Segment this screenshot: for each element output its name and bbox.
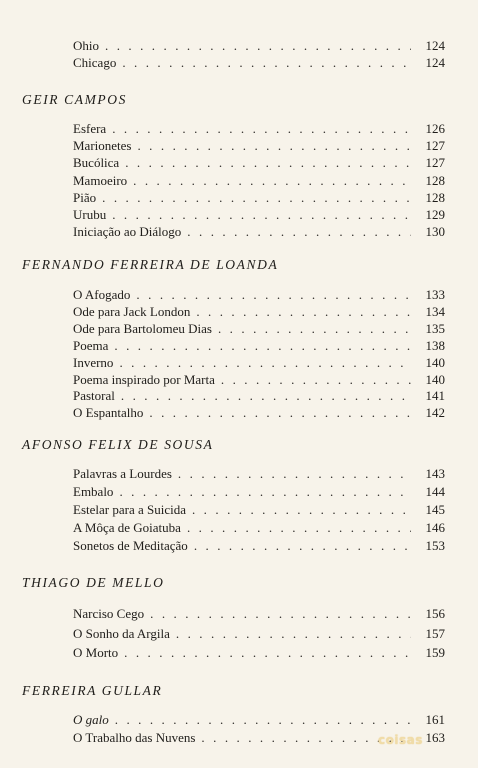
entry-title: Pião (73, 189, 97, 205)
entry-page-number: 124 (425, 38, 445, 53)
toc-entry (73, 137, 445, 154)
dot-leader (187, 223, 411, 240)
toc-entry (73, 154, 445, 171)
toc-entry (73, 189, 445, 206)
entry-title: A Môça de Goiatuba (73, 520, 181, 535)
dot-leader (201, 729, 411, 746)
entry-title: O galo (73, 712, 109, 727)
entry-title: Iniciação ao Diálogo (73, 224, 182, 240)
entry-page-number: 128 (425, 189, 445, 205)
dot-leader (150, 605, 411, 622)
dot-leader (105, 37, 411, 54)
toc-entry (73, 644, 445, 661)
author-heading: AFONSO FELIX DE SOUSA (22, 437, 214, 452)
toc-entry (73, 537, 445, 554)
entry-page-number: 126 (425, 121, 445, 136)
entry-page-number: 133 (425, 287, 445, 302)
dot-leader (102, 189, 411, 206)
toc-entry (73, 371, 445, 388)
entry-page-number: 138 (425, 337, 445, 353)
toc-entry (73, 337, 445, 354)
entry-title: Chicago (73, 55, 117, 70)
entry-title: O Espantalho (73, 405, 144, 421)
entry-page-number: 145 (425, 502, 445, 517)
dot-leader (187, 519, 411, 536)
entry-title: Palavras a Lourdes (73, 466, 172, 481)
toc-entry (73, 206, 445, 223)
entry-page-number: 127 (425, 155, 445, 171)
entry-page-number: 153 (425, 538, 445, 553)
entry-title: Pastoral (73, 388, 115, 404)
dot-leader (136, 286, 411, 303)
entry-title: Embalo (73, 484, 114, 499)
dot-leader (178, 465, 411, 482)
dot-leader (192, 501, 411, 518)
entry-page-number: 127 (425, 138, 445, 154)
toc-entry (73, 303, 445, 320)
entry-page-number: 141 (425, 388, 445, 404)
entry-title: O Sonho da Argila (73, 625, 170, 641)
entry-title: Bucólica (73, 155, 120, 171)
entry-page-number: 159 (425, 645, 445, 660)
entry-title: O Trabalho das Nuvens (73, 730, 196, 745)
toc-entry (73, 519, 445, 536)
dot-leader (221, 371, 411, 388)
entry-title: Ohio (73, 38, 99, 53)
toc-entry (73, 625, 445, 642)
entry-page-number: 156 (425, 606, 445, 621)
entry-title: Esfera (73, 121, 107, 136)
entry-title: Sonetos de Meditação (73, 538, 188, 553)
entry-title: Urubu (73, 207, 107, 222)
entry-page-number: 157 (425, 625, 445, 641)
author-heading: THIAGO DE MELLO (22, 575, 165, 590)
dot-leader (196, 303, 411, 320)
entry-page-number: 134 (425, 303, 445, 319)
entry-page-number: 128 (425, 172, 445, 188)
entry-title: O Afogado (73, 287, 131, 302)
dot-leader (122, 54, 411, 71)
dot-leader (194, 537, 411, 554)
entry-title: Mamoeiro (73, 172, 128, 188)
entry-page-number: 144 (425, 484, 445, 499)
toc-entry (73, 729, 445, 746)
dot-leader (133, 172, 411, 189)
dot-leader (119, 354, 411, 371)
entry-page-number: 140 (425, 354, 445, 370)
toc-entry (73, 605, 445, 622)
toc-entry (73, 465, 445, 482)
entry-title: Marionetes (73, 138, 132, 154)
entry-page-number: 124 (425, 55, 445, 70)
entry-title: Narciso Cego (73, 606, 145, 621)
dot-leader (114, 337, 411, 354)
author-heading: FERNANDO FERREIRA DE LOANDA (22, 257, 279, 272)
dot-leader (125, 154, 411, 171)
dot-leader (119, 483, 411, 500)
entry-title: Estelar para a Suicida (73, 502, 186, 517)
watermark-logo: coisas (378, 733, 423, 747)
dot-leader (149, 404, 411, 421)
toc-entry (73, 354, 445, 371)
toc-entry (73, 223, 445, 240)
entry-page-number: 143 (425, 466, 445, 481)
entry-title: Ode para Jack London (73, 303, 191, 319)
dot-leader (121, 387, 411, 404)
dot-leader (176, 625, 411, 642)
toc-entry (73, 387, 445, 404)
entry-page-number: 140 (425, 371, 445, 387)
toc-entry (73, 711, 445, 728)
author-heading: FERREIRA GULLAR (22, 683, 163, 698)
toc-entry (73, 404, 445, 421)
entry-page-number: 161 (425, 712, 445, 727)
dot-leader (218, 320, 411, 337)
entry-page-number: 163 (425, 730, 445, 745)
dot-leader (115, 711, 411, 728)
entry-page-number: 135 (425, 320, 445, 336)
toc-entry (73, 501, 445, 518)
toc-entry (73, 483, 445, 500)
entry-title: O Morto (73, 645, 119, 660)
entry-page-number: 146 (425, 520, 445, 535)
toc-entry (73, 37, 445, 54)
entry-page-number: 129 (425, 207, 445, 222)
entry-title: Poema (73, 337, 109, 353)
dot-leader (137, 137, 411, 154)
toc-entry (73, 172, 445, 189)
dot-leader (112, 206, 411, 223)
entry-title: Poema inspirado por Marta (73, 371, 215, 387)
toc-entry (73, 286, 445, 303)
dot-leader (112, 120, 411, 137)
toc-entry (73, 120, 445, 137)
toc-entry (73, 54, 445, 71)
entry-title: Ode para Bartolomeu Dias (73, 320, 212, 336)
toc-entry (73, 320, 445, 337)
entry-page-number: 142 (425, 405, 445, 421)
author-heading: GEIR CAMPOS (22, 92, 127, 107)
entry-page-number: 130 (425, 224, 445, 240)
dot-leader (124, 644, 411, 661)
entry-title: Inverno (73, 354, 114, 370)
